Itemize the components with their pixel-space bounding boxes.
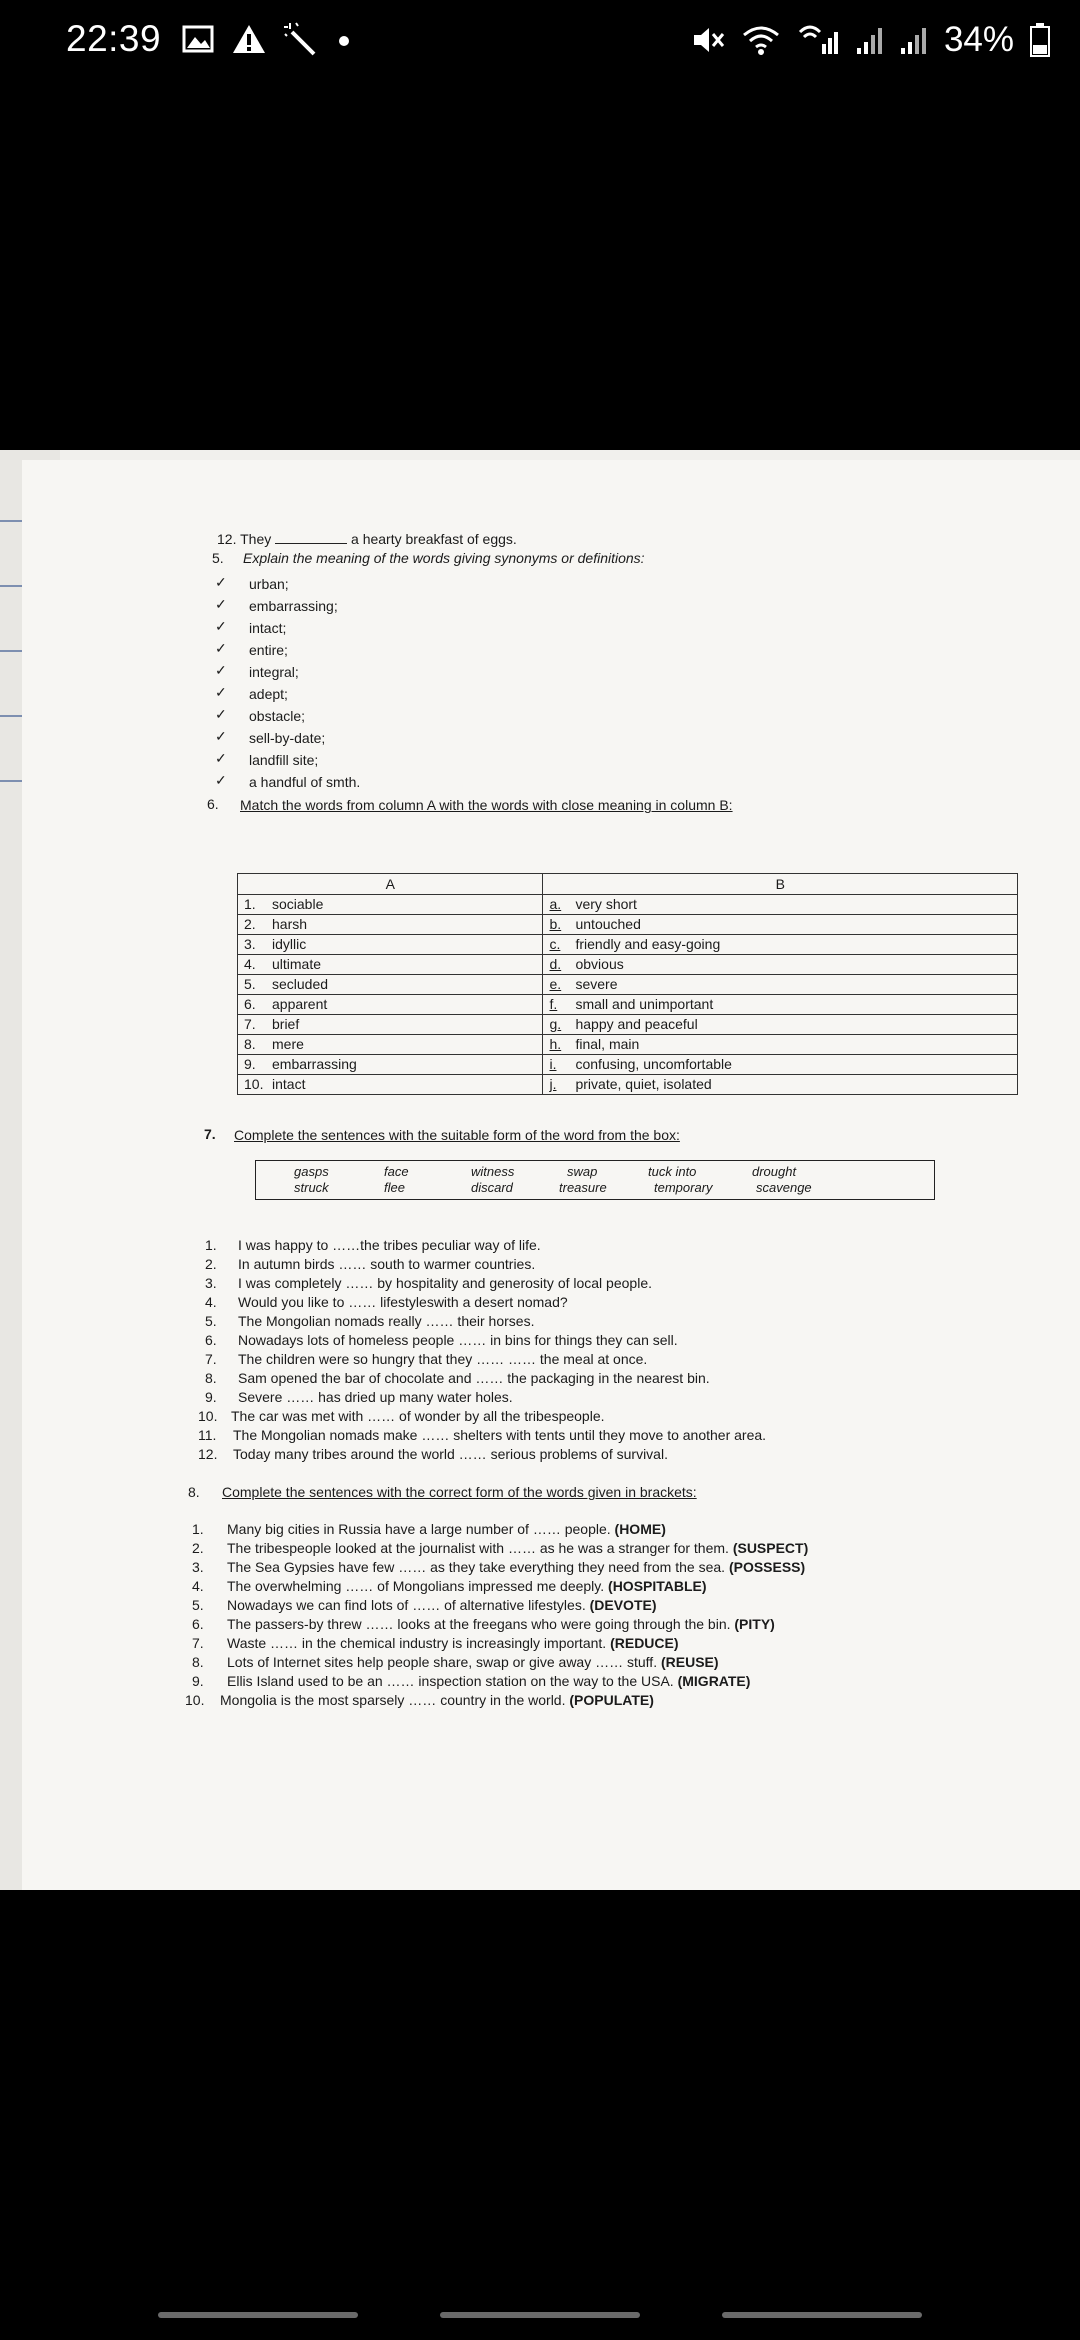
task-5-item: sell-by-date;: [249, 730, 326, 746]
word-b: obvious: [575, 956, 624, 972]
word-b: private, quiet, isolated: [575, 1076, 712, 1092]
keyword: (REUSE): [660, 1654, 719, 1670]
column-a-cell: [238, 975, 543, 995]
task-5-item: urban;: [249, 576, 289, 592]
keyword: (REDUCE): [610, 1635, 679, 1651]
sentence-number: 2.: [205, 1256, 217, 1272]
signal-icon-1: [856, 24, 884, 56]
task-5-number: 5.: [212, 550, 224, 566]
sentence-number: 4.: [192, 1578, 204, 1594]
box-word: temporary: [654, 1180, 713, 1195]
sentence-text: Would you like to …… lifestyleswith a desert nomad?: [238, 1294, 568, 1310]
row-number: 7.: [244, 1016, 256, 1032]
row-letter: b.: [549, 916, 562, 932]
row-number: 3.: [244, 936, 256, 952]
task-5-item: intact;: [249, 620, 287, 636]
word-a: embarrassing: [272, 1056, 357, 1072]
word-a: idyllic: [272, 936, 307, 952]
table-row: [238, 935, 1018, 955]
sentence-text: I was happy to ……the tribes peculiar way of life.: [238, 1237, 541, 1253]
task-7-title: Complete the sentences with the suitable form of the word from the box:: [234, 1127, 680, 1143]
column-b-cell: [543, 975, 1018, 995]
checkmark-icon: ✓: [215, 728, 227, 744]
row-number: 5.: [244, 976, 256, 992]
word-b: untouched: [575, 916, 641, 932]
sentence-text: The children were so hungry that they …… …… the meal at once.: [238, 1351, 648, 1367]
column-b-cell: [543, 895, 1018, 915]
row-number: 1.: [244, 896, 256, 912]
checkmark-icon: ✓: [215, 772, 227, 788]
keyword: (MIGRATE): [677, 1673, 751, 1689]
sentence-number: 4.: [205, 1294, 217, 1310]
sentence-text: Today many tribes around the world …… serious problems of survival.: [233, 1446, 668, 1462]
sentence-number: 10.: [198, 1408, 218, 1424]
dot-icon: [336, 31, 352, 47]
column-a-cell: [238, 1015, 543, 1035]
box-word: face: [384, 1164, 409, 1179]
sentence-text: [227, 1654, 719, 1670]
row-number: 8.: [244, 1036, 256, 1052]
column-b-cell: [543, 995, 1018, 1015]
word-b: severe: [575, 976, 618, 992]
keyword: (POSSESS): [728, 1559, 806, 1575]
back-button[interactable]: [722, 2312, 922, 2318]
box-word: tuck into: [648, 1164, 697, 1179]
box-word: treasure: [559, 1180, 607, 1195]
sentence-body: Mongolia is the most sparsely …… country in the world.: [220, 1692, 566, 1708]
sentence-number: 3.: [205, 1275, 217, 1291]
sentence-text: [227, 1540, 808, 1556]
column-a-cell: [238, 935, 543, 955]
task-6-number: 6.: [207, 796, 219, 812]
row-number: 2.: [244, 916, 256, 932]
box-word: witness: [471, 1164, 515, 1179]
table-row: [238, 995, 1018, 1015]
keyword: (DEVOTE): [589, 1597, 657, 1613]
task-7-number: 7.: [204, 1126, 216, 1142]
line-12-number: 12.: [217, 531, 237, 547]
row-letter: e.: [549, 976, 562, 992]
line-12-after: a hearty breakfast of eggs.: [351, 531, 517, 547]
task-5-item: entire;: [249, 642, 288, 658]
checkmark-icon: ✓: [215, 618, 227, 634]
word-a: harsh: [272, 916, 308, 932]
column-b-header: B: [543, 874, 1018, 895]
status-time: 22:39: [66, 18, 162, 59]
sentence-body: Lots of Internet sites help people share, swap or give away …… stuff.: [227, 1654, 658, 1670]
column-b-cell: [543, 1015, 1018, 1035]
row-letter: h.: [549, 1036, 562, 1052]
keyword: (POPULATE): [569, 1692, 654, 1708]
column-b-cell: [543, 1075, 1018, 1095]
sentence-text: The car was met with …… of wonder by all the tribespeople.: [231, 1408, 605, 1424]
sentence-text: [227, 1597, 657, 1613]
task-5-item: a handful of smth.: [249, 774, 361, 790]
box-word: struck: [294, 1180, 329, 1195]
sentence-body: Ellis Island used to be an …… inspection station on the way to the USA.: [227, 1673, 674, 1689]
task-5-title: Explain the meaning of the words giving synonyms or definitions:: [243, 550, 645, 566]
keyword: (HOSPITABLE): [608, 1578, 707, 1594]
table-row: [238, 1075, 1018, 1095]
row-number: 4.: [244, 956, 256, 972]
table-row: [238, 1015, 1018, 1035]
row-letter: a.: [549, 896, 562, 912]
sentence-text: [220, 1692, 654, 1708]
mute-icon: [692, 25, 726, 55]
word-a: brief: [272, 1016, 300, 1032]
sentence-text: Nowadays lots of homeless people …… in bins for things they can sell.: [238, 1332, 678, 1348]
checkmark-icon: ✓: [215, 640, 227, 656]
sentence-number: 12.: [198, 1446, 218, 1462]
sentence-text: Sam opened the bar of chocolate and …… the packaging in the nearest bin.: [238, 1370, 710, 1386]
sentence-text: [227, 1635, 679, 1651]
sentence-body: Nowadays we can find lots of …… of alternative lifestyles.: [227, 1597, 586, 1613]
wifi-icon: [742, 24, 780, 56]
sentence-body: Waste …… in the chemical industry is increasingly important.: [227, 1635, 607, 1651]
word-a: secluded: [272, 976, 329, 992]
column-a-header: A: [238, 874, 543, 895]
task-5-item: landfill site;: [249, 752, 319, 768]
table-row: [238, 1035, 1018, 1055]
column-b-cell: [543, 1035, 1018, 1055]
sentence-body: Many big cities in Russia have a large number of …… people.: [227, 1521, 611, 1537]
volte-signal-icon: [796, 24, 840, 56]
sentence-text: The Mongolian nomads make …… shelters with tents until they move to another area.: [233, 1427, 767, 1443]
column-a-cell: [238, 895, 543, 915]
word-a: mere: [272, 1036, 304, 1052]
table-row: [238, 955, 1018, 975]
column-b-cell: [543, 955, 1018, 975]
matching-table: [237, 873, 1018, 1095]
task-6-title: Match the words from column A with the words with close meaning in column B:: [240, 797, 733, 813]
sentence-text: In autumn birds …… south to warmer countries.: [238, 1256, 536, 1272]
task-5-item: obstacle;: [249, 708, 306, 724]
word-b: small and unimportant: [575, 996, 714, 1012]
line-12: [217, 531, 517, 547]
row-number: 10.: [244, 1076, 264, 1092]
sentence-number: 11.: [198, 1427, 217, 1443]
sentence-text: [227, 1616, 775, 1632]
word-a: sociable: [272, 896, 324, 912]
sentence-number: 2.: [192, 1540, 204, 1556]
box-word: gasps: [294, 1164, 329, 1179]
keyword: (SUSPECT): [732, 1540, 809, 1556]
word-a: intact: [272, 1076, 306, 1092]
checkmark-icon: ✓: [215, 574, 227, 590]
column-b-cell: [543, 935, 1018, 955]
word-b: friendly and easy-going: [575, 936, 721, 952]
battery-percent: 34%: [943, 20, 1014, 59]
column-a-cell: [238, 1055, 543, 1075]
row-letter: j.: [549, 1076, 557, 1092]
row-number: 9.: [244, 1056, 256, 1072]
sentence-number: 7.: [205, 1351, 217, 1367]
navigation-bar: [0, 2300, 1080, 2340]
sentence-number: 9.: [205, 1389, 217, 1405]
checkmark-icon: ✓: [215, 596, 227, 612]
column-a-cell: [238, 915, 543, 935]
sentence-number: 1.: [205, 1237, 217, 1253]
row-letter: d.: [549, 956, 562, 972]
alert-icon: [232, 24, 266, 54]
sentence-text: [227, 1521, 666, 1537]
row-number: 6.: [244, 996, 256, 1012]
task-8-title: Complete the sentences with the correct form of the words given in brackets:: [222, 1484, 697, 1500]
word-box: [255, 1160, 935, 1200]
magic-wand-icon: [284, 22, 318, 56]
sentence-text: [227, 1559, 805, 1575]
status-icons-left: [182, 22, 352, 56]
checkmark-icon: ✓: [215, 662, 227, 678]
sentence-number: 1.: [192, 1521, 204, 1537]
box-word: drought: [752, 1164, 797, 1179]
row-letter: g.: [549, 1016, 562, 1032]
column-a-cell: [238, 1075, 543, 1095]
sentence-number: 6.: [205, 1332, 217, 1348]
sentence-text: [227, 1578, 707, 1594]
word-b: final, main: [575, 1036, 640, 1052]
sentence-text: Severe …… has dried up many water holes.: [238, 1389, 513, 1405]
word-b: confusing, uncomfortable: [575, 1056, 732, 1072]
word-b: happy and peaceful: [575, 1016, 698, 1032]
checkmark-icon: ✓: [215, 684, 227, 700]
row-letter: i.: [549, 1056, 557, 1072]
status-bar: [0, 0, 1080, 86]
status-icons-right: [692, 20, 1050, 60]
sentence-number: 7.: [192, 1635, 204, 1651]
column-a-cell: [238, 955, 543, 975]
sentence-number: 10.: [185, 1692, 205, 1708]
sentence-number: 5.: [192, 1597, 204, 1613]
row-letter: c.: [549, 936, 561, 952]
task-5-item: adept;: [249, 686, 288, 702]
sentence-body: The Sea Gypsies have few …… as they take everything they need from the sea.: [227, 1559, 726, 1575]
home-button[interactable]: [440, 2312, 640, 2318]
sentence-number: 8.: [192, 1654, 204, 1670]
gallery-icon: [182, 25, 214, 53]
sentence-body: The overwhelming …… of Mongolians impressed me deeply.: [227, 1578, 605, 1594]
task-5-item: integral;: [249, 664, 299, 680]
keyword: (PITY): [734, 1616, 775, 1632]
worksheet-page: [22, 460, 1080, 1890]
box-word: flee: [384, 1180, 405, 1195]
recents-button[interactable]: [158, 2312, 358, 2318]
sentence-body: The tribespeople looked at the journalist with …… as he was a stranger for them.: [227, 1540, 729, 1556]
table-row: [238, 915, 1018, 935]
task-8-number: 8.: [188, 1484, 200, 1500]
column-a-cell: [238, 995, 543, 1015]
sentence-number: 5.: [205, 1313, 217, 1329]
column-b-cell: [543, 915, 1018, 935]
checkmark-icon: ✓: [215, 750, 227, 766]
table-row: [238, 1055, 1018, 1075]
table-row: [238, 975, 1018, 995]
column-b-cell: [543, 1055, 1018, 1075]
sentence-body: The passers-by threw …… looks at the freegans who were going through the bin.: [227, 1616, 731, 1632]
table-header-row: [238, 874, 1018, 895]
line-12-before: They: [240, 531, 272, 547]
box-word: discard: [471, 1180, 513, 1195]
word-a: ultimate: [272, 956, 322, 972]
word-b: very short: [575, 896, 637, 912]
sentence-number: 9.: [192, 1673, 204, 1689]
sentence-text: I was completely …… by hospitality and generosity of local people.: [238, 1275, 652, 1291]
checkmark-icon: ✓: [215, 706, 227, 722]
task-5-item: embarrassing;: [249, 598, 338, 614]
row-letter: f.: [549, 996, 558, 1012]
column-a-cell: [238, 1035, 543, 1055]
keyword: (HOME): [614, 1521, 666, 1537]
word-a: apparent: [272, 996, 328, 1012]
sentence-number: 8.: [205, 1370, 217, 1386]
sentence-text: [227, 1673, 750, 1689]
signal-icon-2: [900, 24, 928, 56]
battery-icon: [1030, 23, 1050, 57]
blank-line: [275, 543, 347, 544]
box-word: swap: [567, 1164, 598, 1179]
box-word: scavenge: [756, 1180, 812, 1195]
sentence-number: 6.: [192, 1616, 204, 1632]
sentence-text: The Mongolian nomads really …… their horses.: [238, 1313, 535, 1329]
sentence-number: 3.: [192, 1559, 204, 1575]
table-row: [238, 895, 1018, 915]
photo-viewer-image[interactable]: [0, 450, 1080, 1890]
